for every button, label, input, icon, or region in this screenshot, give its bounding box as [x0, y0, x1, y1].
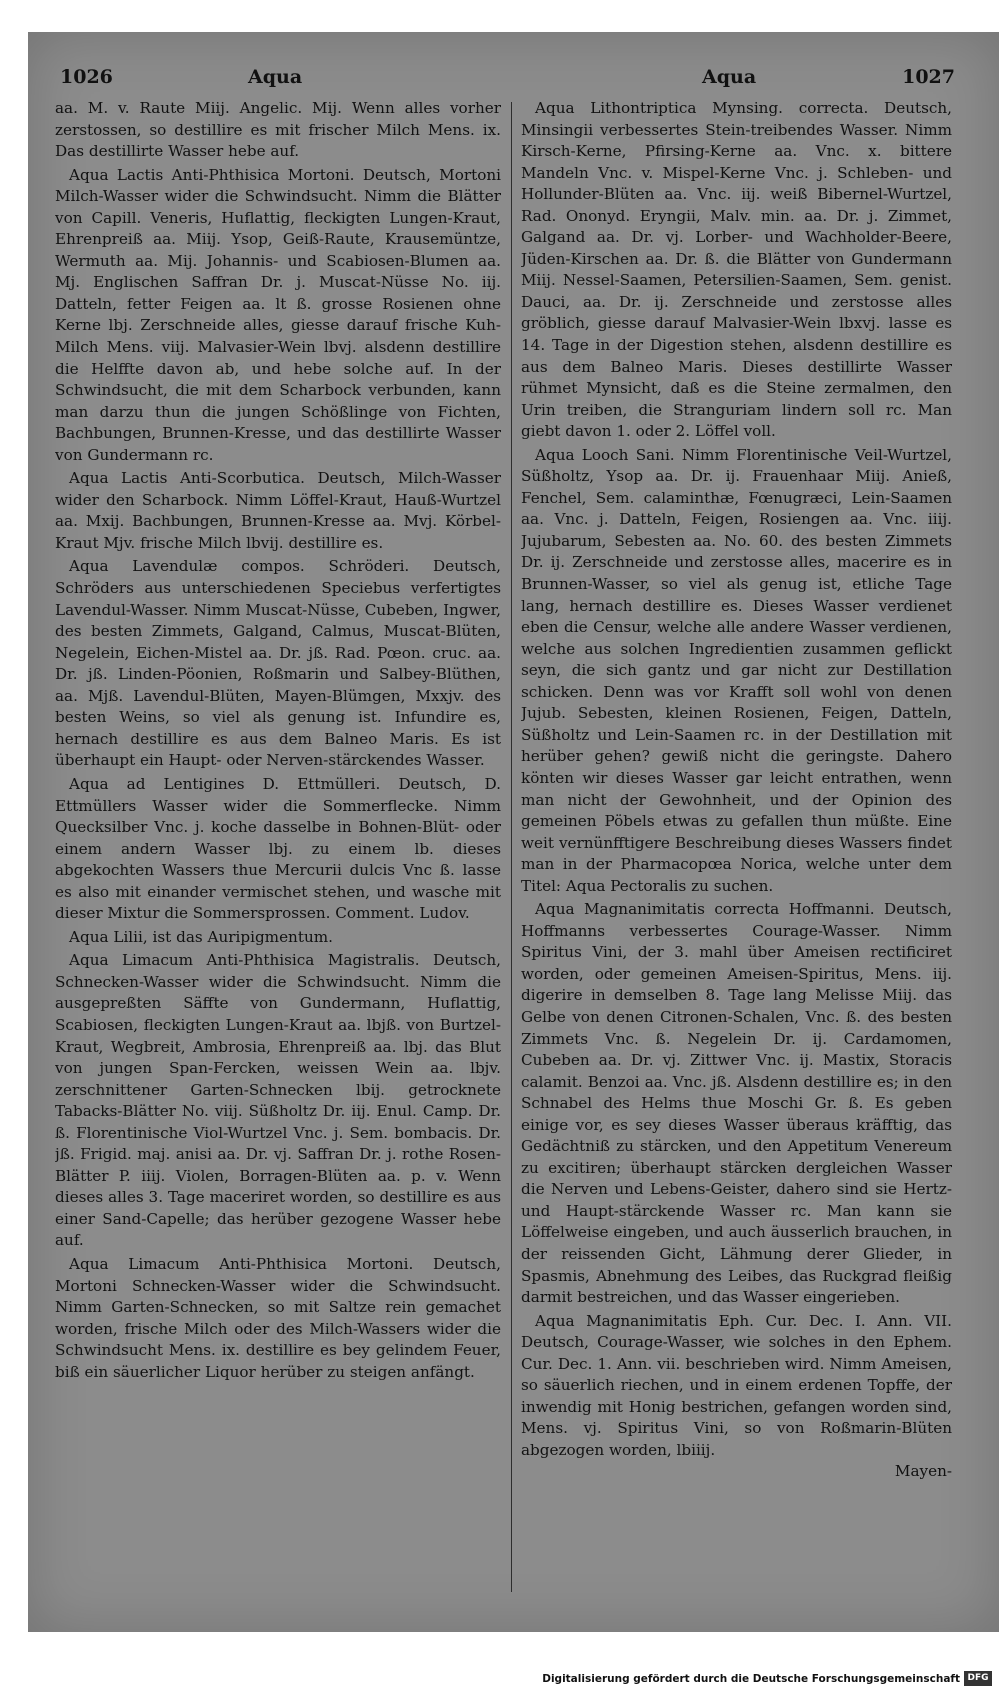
funding-notice: Digitalisierung gefördert durch die Deutsche Forschungsgemeinschaft: [542, 1673, 960, 1685]
dfg-logo: DFG: [964, 1671, 992, 1686]
running-title-left: Aqua: [248, 66, 303, 88]
entry-paragraph: Aqua Lactis Anti-Phthisica Mortoni. Deutsch, Mortoni Milch-Wasser wider die Schwindsucht. Nimm die Blätter von Capill. Veneris, Huflattig, fleckigten Lungen-Kraut, Ehrenpreiß aa. Miij. Ysop, Geiß-Raute, Krausemüntze, Wermuth aa. Mij. Johannis- und Scabiosen-Blumen aa. Mj. Englischen Saffran Dr. j. Muscat-Nüsse No. iij. Datteln, fetter Feigen aa. lt ß. grosse Rosienen ohne Kerne lbj. Zerschneide alles, giesse darauf frische Kuh-Milch Mens. viij. Malvasier-Wein lbvj. alsdenn destillire die Helffte davon ab, und hebe solche auf. In der Schwindsucht, die mit dem Scharbock verbunden, kann man darzu thun die jungen Schößlinge von Fichten, Bachbungen, Brunnen-Kresse, und das destillirte Wasser von Gundermann rc.: [55, 165, 501, 464]
running-title-right: Aqua: [702, 66, 757, 88]
entry-paragraph: Aqua Lavendulæ compos. Schröderi. Deutsch, Schröders aus unterschiedenen Speciebus verfertigtes Lavendul-Wasser. Nimm Muscat-Nüsse, Cubeben, Ingwer, des besten Zimmets, Galgand, Calmus, Muscat-Blüten, Negelein, Eichen-Mistel aa. Dr. jß. Rad. Pœon. cruc. aa. Dr. jß. Linden-Pöonien, Roßmarin und Salbey-Blüthen, aa. Mjß. Lavendul-Blüten, Mayen-Blümgen, Mxxjv. des besten Weins, so viel als genung ist. Infundire es, hernach destillire es aus dem Balneo Maris. Es ist überhaupt ein Haupt- oder Nerven-stärckendes Wasser.: [55, 557, 501, 770]
entry-paragraph: Aqua ad Lentigines D. Ettmülleri. Deutsch, D. Ettmüllers Wasser wider die Sommerflecke. Nimm Quecksilber Vnc. j. koche dasselbe in Bohnen-Blüt- oder einem andern Wasser lbj. zu einem lb. dieses abgekochten Wassers thue Mercurii dulcis Vnc ß. lasse es also mit einander vermischet stehen, und wasche mit dieser Mixtur die Sommersprossen. Comment. Ludov.: [55, 774, 501, 923]
footer: [542, 1670, 994, 1690]
entry-paragraph: Aqua Lilii, ist das Auripigmentum.: [69, 927, 333, 946]
entry-paragraph: Aqua Magnanimitatis Eph. Cur. Dec. I. Ann. VII. Deutsch, Courage-Wasser, wie solches in den Ephem. Cur. Dec. 1. Ann. vii. beschrieben wird. Nimm Ameisen, so säuerlich riechen, und in einem erdenen Topffe, der inwendig mit Honig bestrichen, gefangen worden sind, Mens. vj. Spiritus Vini, so von Roßmarin-Blüten abgezogen worden, lbiiij.: [521, 1311, 952, 1459]
entry-paragraph: Aqua Limacum Anti-Phthisica Magistralis. Deutsch, Schnecken-Wasser wider die Schwindsucht. Nimm die ausgepreßten Säffte von Gundermann, Huflattig, Scabiosen, fleckigten Lungen-Kraut aa. lbjß. von Burtzel-Kraut, Wegbreit, Ambrosia, Ehrenpreiß aa. lbj. das Blut von jungen Span-Fercken, weissen Wein aa. lbjv. zerschnittener Garten-Schnecken lbij. getrocknete Tabacks-Blätter No. viij. Süßholtz Dr. iij. Enul. Camp. Dr. ß. Florentinische Viol-Wurtzel Vnc. j. Sem. bombacis. Dr. jß. Frigid. maj. anisi aa. Dr. vj. Saffran Dr. j. rothe Rosen-Blätter P. iiij. Violen, Borragen-Blüten aa. p. v. Wenn dieses alles 3. Tage maceriret worden, so destillire es aus einer Sand-Capelle; das herüber gezogene Wasser hebe auf.: [55, 951, 501, 1250]
left-column: [55, 98, 501, 1598]
catchword: Mayen-: [894, 1462, 952, 1481]
running-header: [60, 62, 955, 98]
entry-paragraph: Aqua Lactis Anti-Scorbutica. Deutsch, Milch-Wasser wider den Scharbock. Nimm Löffel-Kraut, Hauß-Wurtzel aa. Mxij. Bachbungen, Brunnen-Kresse aa. Mvj. Körbel-Kraut Mjv. frische Milch lbvij. destillire es.: [55, 469, 501, 552]
entry-paragraph: Aqua Magnanimitatis correcta Hoffmanni. Deutsch, Hoffmanns verbessertes Courage-Wasser. Nimm Spiritus Vini, der 3. mahl über Ameisen rectificiret worden, oder gemeinen Ameisen-Spiritus, Mens. iij. digerire in demselben 8. Tage lang Melisse Miij. das Gelbe von denen Citronen-Schalen, Vnc. ß. des besten Zimmets Vnc. ß. Negelein Dr. ij. Cardamomen, Cubeben aa. Dr. vj. Zittwer Vnc. ij. Mastix, Storacis calamit. Benzoi aa. Vnc. jß. Alsdenn destillire es; in den Schnabel des Helms thue Moschi Gr. ß. Es geben einige vor, es sey dieses Wasser überaus kräfftig, das Gedächtniß zu stärcken, und den Appetitum Venereum zu excitiren; überhaupt stärcken dergleichen Wasser die Nerven und Lebens-Geister, dahero sind sie Hertz- und Haupt-stärckende Wasser rc. Man kann sie Löffelweise eingeben, und auch äusserlich brauchen, in der reissenden Gicht, Lähmung derer Glieder, in Spasmis, Abnehmung des Leibes, das Ruckgrad fleißig darmit bestreichen, und das Wasser eingerieben.: [521, 900, 952, 1307]
page-number-left: 1026: [60, 66, 113, 88]
column-divider: [511, 102, 512, 1592]
entry-paragraph: Aqua Looch Sani. Nimm Florentinische Veil-Wurtzel, Süßholtz, Ysop aa. Dr. ij. Frauenhaar Miij. Anieß, Fenchel, Sem. calaminthæ, Fœnugræci, Lein-Saamen aa. Vnc. j. Datteln, Feigen, Rosiengen aa. Vnc. iiij. Jujubarum, Sebesten aa. No. 60. des besten Zimmets Dr. ij. Zerschneide und zerstosse alles, macerire es in Brunnen-Wasser, so viel als genug ist, etliche Tage lang, hernach destillire es. Dieses Wasser verdienet eben die Censur, welche alle andere Wasser verdienen, welche aus solchen Ingredientien zusammen geflickt seyn, die sich gantz und gar nicht zur Destillation schicken. Denn was vor Krafft soll wohl von denen Jujub. Sebesten, kleinen Rosienen, Feigen, Datteln, Süßholtz und Lein-Saamen rc. in der Destillation mit herüber gehen? gewiß nicht die geringste. Dahero könten wir dieses Wasser gar leicht entrathen, wenn man nicht der Gewohnheit, und der Opinion des gemeinen Pöbels etwas zu gefallen thun müßte. Eine weit vernünfftigere Beschreibung dieses Wassers findet man in der Pharmacopœa Norica, welche unter dem Titel: Aqua Pectoralis zu suchen.: [521, 445, 952, 895]
entry-paragraph: Aqua Limacum Anti-Phthisica Mortoni. Deutsch, Mortoni Schnecken-Wasser wider die Schwindsucht. Nimm Garten-Schnecken, so mit Saltze rein gemachet worden, frische Milch oder des Milch-Wassers wider die Schwindsucht Mens. ix. destillire es bey gelindem Feuer, biß ein säuerlicher Liquor herüber zu steigen anfängt.: [55, 1254, 501, 1381]
right-column: [521, 98, 952, 1598]
entry-paragraph: Aqua Lithontriptica Mynsing. correcta. Deutsch, Minsingii verbessertes Stein-treibendes Wasser. Nimm Kirsch-Kerne, Pfirsing-Kerne aa. Vnc. x. bittere Mandeln Vnc. v. Mispel-Kerne Vnc. j. Schleben- und Hollunder-Blüten aa. Vnc. iij. weiß Bibernel-Wurtzel, Rad. Ononyd. Eryngii, Malv. min. aa. Dr. j. Zimmet, Galgand aa. Dr. vj. Lorber- und Wachholder-Beere, Jüden-Kirschen aa. Dr. ß. die Blätter von Gundermann Miij. Nessel-Saamen, Petersilien-Saamen, Sem. genist. Dauci, aa. Dr. ij. Zerschneide und zerstosse alles gröblich, giesse darauf Malvasier-Wein lbxvj. lasse es 14. Tage in der Digestion stehen, alsdenn destillire es aus dem Balneo Maris. Dieses destillirte Wasser rühmet Mynsicht, daß es die Steine zermalmen, den Urin treiben, die Stranguriam lindern soll rc. Man giebt davon 1. oder 2. Löffel voll.: [521, 99, 952, 441]
page-number-right: 1027: [902, 66, 955, 88]
entry-paragraph: aa. M. v. Raute Miij. Angelic. Mij. Wenn alles vorher zerstossen, so destillire es mit frischer Milch Mens. ix. Das destillirte Wasser hebe auf.: [55, 99, 501, 161]
